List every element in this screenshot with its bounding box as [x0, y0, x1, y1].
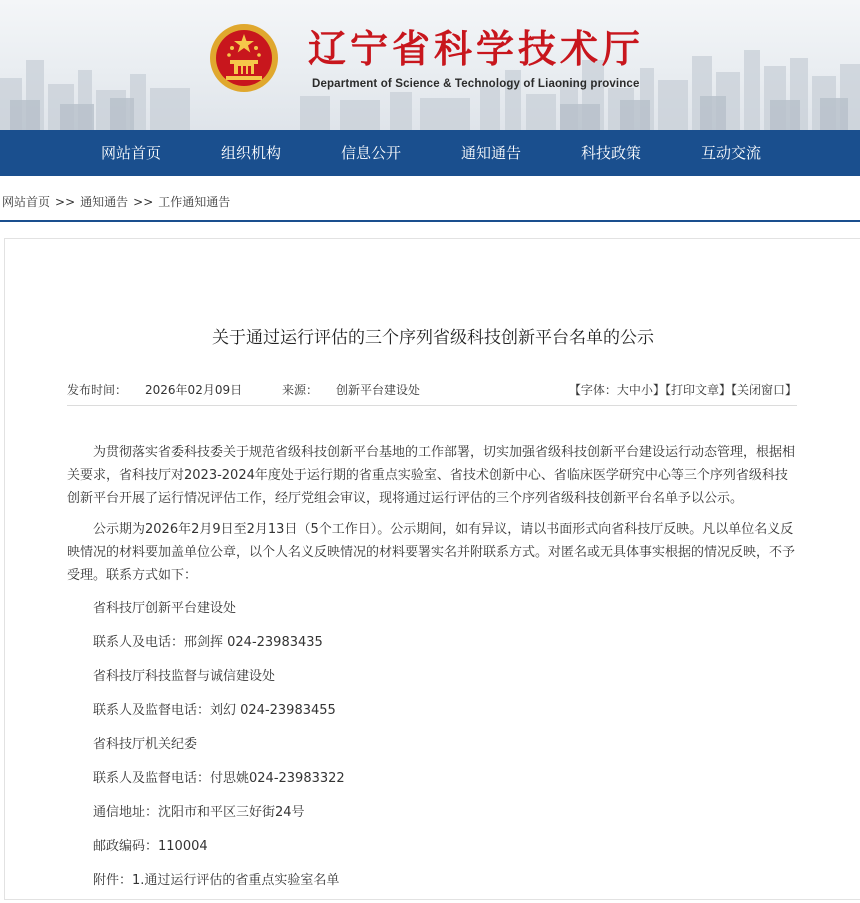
site-subtitle: Department of Science & Technology of Liaoning province	[312, 78, 640, 90]
breadcrumb-work-notices[interactable]: 工作通知通告	[158, 195, 231, 209]
font-size-small-button[interactable]: 小	[640, 383, 653, 397]
site-title: 辽宁省科学技术厅	[308, 27, 645, 71]
nav-item-organization[interactable]: 组织机构	[220, 144, 281, 162]
publish-date: 2026年02月09日	[145, 383, 243, 397]
main-nav	[0, 130, 860, 176]
breadcrumb-separator: >>	[55, 195, 76, 209]
font-size-close-bracket: 】	[652, 383, 665, 397]
contact-dept-supervision: 省科技厅科技监督与诚信建设处	[93, 669, 276, 684]
nav-item-notices[interactable]: 通知通告	[460, 144, 521, 162]
mailing-address: 通信地址：沈阳市和平区三好街24号	[93, 805, 305, 820]
nav-item-info-disclosure[interactable]: 信息公开	[340, 144, 401, 162]
font-size-label: 【字体：	[568, 383, 617, 397]
close-window-button[interactable]: 【关闭窗口】	[730, 383, 797, 397]
article-body	[67, 441, 799, 903]
breadcrumb	[2, 190, 230, 214]
print-article-button[interactable]: 【打印文章】	[664, 383, 731, 397]
source-value: 创新平台建设处	[335, 383, 420, 397]
font-size-large-button[interactable]: 大	[616, 383, 629, 397]
breadcrumb-home[interactable]: 网站首页	[2, 195, 51, 209]
article-panel	[4, 238, 860, 900]
nav-item-home[interactable]: 网站首页	[100, 144, 161, 162]
nav-item-interaction[interactable]: 互动交流	[700, 144, 761, 162]
contact-dept-innovation: 省科技厅创新平台建设处	[93, 601, 237, 616]
article-title: 关于通过运行评估的三个序列省级科技创新平台名单的公示	[212, 328, 654, 348]
body-paragraph: 为贯彻落实省委科技委关于规范省级科技创新平台基地的工作部署，切实加强省级科技创新平台建设运行动态管理，根据相关要求，省科技厅对2023-2024年度处于运行期的省重点实验室、省技术创新中心、省临床医学研究中心等三个序列省级科技创新平台开展了运行情况评估工作，经厅党组会审议，现将通过运行评估的三个序列省级科技创新平台名单予以公示。	[67, 445, 796, 506]
article-tools	[569, 381, 797, 398]
body-paragraph: 公示期为2026年2月9日至2月13日（5个工作日）。公示期间，如有异议，请以书面形式向省科技厅反映。凡以单位名义反映情况的材料要加盖单位公章，以个人名义反映情况的材料要署实名并附联系方式。对匿名或无具体事实根据的情况反映，不予受理。联系方式如下：	[67, 522, 796, 583]
postal-code: 邮政编码：110004	[93, 839, 208, 854]
attachment-link[interactable]: 附件：1.通过运行评估的省重点实验室名单	[93, 873, 340, 888]
source-label: 来源：	[281, 383, 318, 397]
article-meta	[67, 381, 456, 398]
breadcrumb-separator: >>	[133, 195, 154, 209]
national-emblem-icon	[208, 22, 280, 94]
publish-time-label: 发布时间：	[67, 383, 128, 397]
breadcrumb-divider	[0, 220, 860, 222]
meta-divider	[67, 405, 797, 406]
contact-phone-supervision: 联系人及监督电话：刘幻 024-23983455	[93, 703, 336, 718]
contact-phone-innovation: 联系人及电话：邢剑挥 024-23983435	[93, 635, 323, 650]
header-banner	[0, 0, 860, 130]
nav-item-policy[interactable]: 科技政策	[580, 144, 641, 162]
contact-dept-discipline: 省科技厅机关纪委	[93, 737, 198, 752]
breadcrumb-notices[interactable]: 通知通告	[80, 195, 129, 209]
font-size-medium-button[interactable]: 中	[628, 383, 641, 397]
contact-phone-discipline: 联系人及监督电话：付思姚024-23983322	[93, 771, 345, 786]
